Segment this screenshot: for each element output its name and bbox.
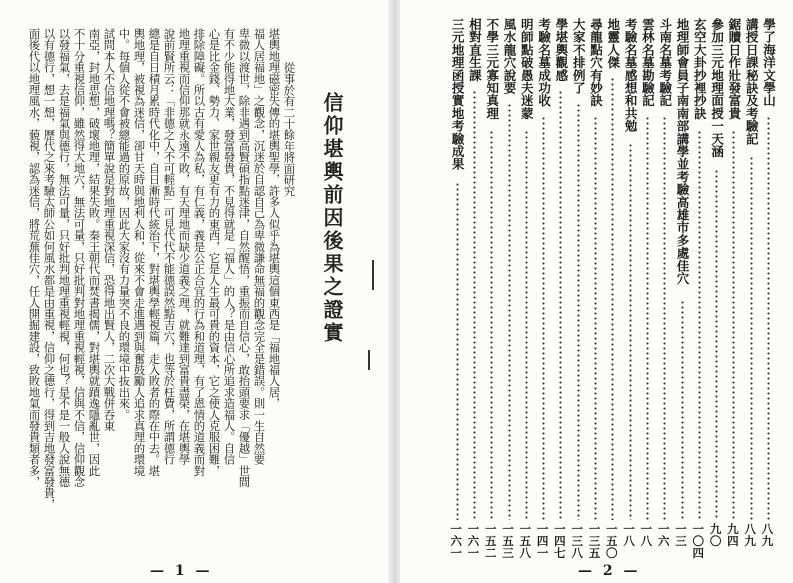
text-column: 有不少能得地大業，發富發貴，不見得就是「福人」的人？是由信心所追求造福人。自信: [222, 28, 237, 465]
text-column: 南亞，封地思想，破壞地理，結果失敗。秦王朝代而焚書揭儒，對堪輿就蹟逸隱亂世，因此: [87, 28, 102, 476]
text-column: 福人居福地」之觀念，沉迷於自認自己為卑微謙命無福的觀念完全是錯誤。則一生自然要: [252, 28, 267, 465]
toc-entry-page: 一五二: [483, 523, 498, 559]
text-column: 中。每個人從不會被總能過的原故，因此大家沒有力量突不良的環境中抜出來。: [117, 28, 132, 420]
toc-entry-page: 一八: [639, 523, 654, 547]
toc-leader-dots: [698, 130, 701, 520]
toc-entry-title: 地理師會員子南南部講學並考驗高雄市多處佳穴: [675, 18, 690, 285]
text-column: 輿地理，被視為迷信，卻甘天時與地利人和，從來不會走進遇到與奮鼓勵人追求真理的環境: [132, 28, 147, 476]
toc-entry-title: 考驗名墓成功收: [536, 18, 552, 107]
text-column: 面後代以地理風水，藐視，認為迷信，將荒蕪佳穴，任人開掘建設，致敗地氣而發貴類者多，: [27, 28, 42, 488]
right-page: [400, 0, 793, 583]
toc-leader-dots: [767, 116, 770, 520]
text-column: 說前賢所云：「非德之人不可輕點」可見代代不能德誤然點吉穴，也等於枉費，所謂德行: [162, 28, 177, 465]
toc-entry-page: 一五三: [501, 523, 515, 559]
toc-leader-dots: [646, 116, 649, 520]
toc-entry-title: 學了海洋文學山: [761, 18, 777, 107]
toc-entry-title: 考驗名墓感想和共勉: [623, 18, 639, 133]
toc-entry-title: 尋龍點穴有妙訣: [588, 18, 604, 107]
left-page: [0, 0, 392, 583]
text-column: 試問本人不信地理嗎？簡單說是對地理重視深信，恐得地出賢人，二次大戰併吞東: [102, 28, 117, 432]
text-column: 排除障礙。所以古有愛人為私，有仁義，義是公正合宜的行為和道理，有了恩情的道義而對: [192, 28, 207, 476]
toc-entry-page: 一六一: [449, 523, 464, 559]
toc-entry-title: 三元地理函授實地考驗成果: [450, 18, 466, 171]
toc-entry-title: 明師點破愚夫迷蒙: [519, 18, 535, 120]
toc-leader-dots: [681, 300, 684, 520]
text-column: 以有德行，想一想，歷代之來考驗太師公如何風水都是由重視，信仰之德行，得到吉地發富發貴，: [42, 28, 57, 510]
toc-leader-dots: [490, 130, 493, 520]
toc-entry-title: 玄空大卦抄裡抄訣: [692, 18, 708, 120]
text-column: 以發福氣，去是福氣與德行，無法可量，只好批判地理重視輕視，何也？是不是一般人說無德: [57, 28, 72, 488]
margin-mark: [368, 350, 370, 370]
text-column: 從事於有二十餘年將面研究: [282, 62, 297, 197]
toc-entry-page: 一五八: [518, 523, 533, 559]
toc-leader-dots: [508, 103, 511, 520]
text-column: 地理重視而信仰那就永遠不敗，有天理地而缺少道義之理，就難達到富貴盡榮，在堪輿學: [177, 28, 192, 465]
toc-entry-title: 參加三元地理面授一天涵: [709, 18, 725, 158]
toc-entry-page: 八九: [743, 523, 758, 547]
page-number: — 1 —: [150, 563, 213, 579]
toc-leader-dots: [559, 90, 562, 520]
toc-entry-page: 一五〇: [604, 523, 619, 559]
toc-entry-page: 一三八: [570, 523, 585, 559]
text-column: 卑微以渡世，除非遇到高賢碩指點迷津，自然醒悟，重振而自信心，敢抬頭要求「優越」世間: [237, 28, 252, 488]
margin-mark: [372, 260, 374, 290]
toc-leader-dots: [663, 116, 666, 520]
toc-entry-title: 不學三元寡知真理: [484, 18, 500, 120]
toc-entry-page: 一三五: [587, 523, 602, 559]
text-column: 堪輿地理磁密失傳的堪輿聖學，許多人似乎為堪輿這個東西是「福地福人居，: [267, 28, 282, 409]
toc-entry-title: 地靈人傑: [605, 18, 621, 69]
toc-leader-dots: [577, 103, 580, 520]
toc-leader-dots: [473, 90, 476, 520]
toc-leader-dots: [750, 156, 753, 520]
text-column: 不十分重視信仰，雖然得大地穴，無法可量，只好批判對地理重視輕視，信與不信，信仰觀念: [72, 28, 87, 488]
article-title: 信仰堪輿前因後果之證實: [320, 92, 344, 345]
text-column: 心是比金錢、勢力、家世親友更有力的東西，它是人生最可貴的資本，它之使人克服困難，: [207, 28, 222, 476]
toc-entry-title: 雲林名墓勘驗記: [640, 18, 656, 107]
toc-leader-dots: [525, 130, 528, 520]
toc-entry-page: 一六一: [466, 523, 481, 559]
toc-entry-title: 相對直生課: [467, 18, 483, 82]
toc-leader-dots: [629, 143, 632, 520]
toc-entry-page: 九〇: [708, 523, 723, 547]
text-column: 總是自日積月累時代化中，自日漸時代統治下，對堪輿學輕視篇，走入敗者的際在中去。堪: [147, 28, 162, 476]
toc-leader-dots: [542, 116, 545, 520]
toc-entry-title: 風水龍穴說要: [502, 18, 517, 95]
toc-entry-page: 一八: [622, 523, 637, 547]
toc-entry-page: 一六: [656, 523, 671, 547]
toc-entry-page: 九四: [725, 523, 740, 547]
toc-leader-dots: [732, 130, 735, 520]
toc-entry-title: 大家不排例了: [571, 18, 587, 95]
toc-entry-title: 斗南名墓考驗記: [657, 18, 673, 107]
toc-leader-dots: [594, 116, 597, 520]
toc-entry-page: 一三: [674, 523, 688, 547]
toc-entry-title: 鋸贖日作壯發富貴: [726, 18, 742, 120]
page-number: — 2 —: [578, 563, 641, 579]
toc-leader-dots: [611, 77, 614, 520]
toc-entry-page: 一〇四: [691, 523, 706, 559]
toc-entry-page: 八九: [760, 523, 775, 547]
toc-entry-page: 一四一: [535, 523, 550, 559]
toc-leader-dots: [456, 182, 459, 520]
toc-leader-dots: [715, 169, 718, 520]
toc-entry-title: 講授日課秘訣及考驗記: [744, 18, 760, 145]
toc-entry-page: 一四七: [552, 523, 567, 559]
toc-entry-title: 學堪輿觀感: [553, 18, 569, 82]
